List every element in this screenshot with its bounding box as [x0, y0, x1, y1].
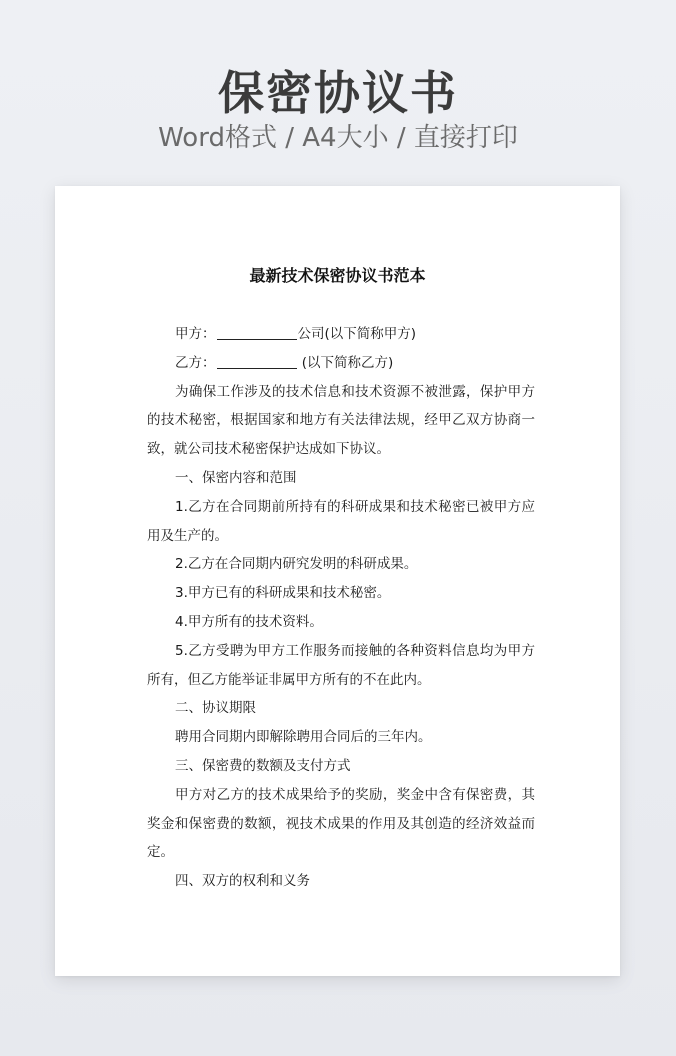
document-body	[147, 320, 535, 896]
document-page	[55, 186, 620, 976]
party-b-line	[147, 349, 535, 378]
paragraph-fee: 甲方对乙方的技术成果给予的奖励，奖金中含有保密费，其奖金和保密费的数额，视技术成果的作用及其创造的经济效益而定。	[147, 786, 535, 861]
page-title: 保密协议书	[218, 66, 458, 120]
section-heading-1: 一、保密内容和范围	[175, 469, 297, 486]
party-b-blank	[217, 353, 297, 369]
party-a-blank	[217, 324, 297, 340]
paragraph-item-5: 5.乙方受聘为甲方工作服务而接触的各种资料信息均为甲方所有，但乙方能举证非属甲方所有的不在此内。	[147, 642, 535, 688]
paragraph-item-4: 4.甲方所有的技术资料。	[175, 613, 323, 630]
party-a-label: 甲方：	[175, 326, 216, 342]
paragraph-item-1: 1.乙方在合同期前所持有的科研成果和技术秘密已被甲方应用及生产的。	[147, 498, 535, 544]
party-a-line	[147, 320, 535, 349]
page-subtitle: Word格式 / A4大小 / 直接打印	[158, 123, 518, 153]
paragraph-intro: 为确保工作涉及的技术信息和技术资源不被泄露，保护甲方的技术秘密，根据国家和地方有关法律法规，经甲乙双方协商一致，就公司技术秘密保护达成如下协议。	[147, 383, 535, 458]
paragraph-item-3: 3.甲方已有的科研成果和技术秘密。	[175, 585, 391, 602]
paragraph-term: 聘用合同期内即解除聘用合同后的三年内。	[175, 729, 432, 746]
party-b-label: 乙方：	[175, 354, 216, 371]
section-heading-4: 四、双方的权利和义务	[175, 873, 310, 890]
paragraph-item-2: 2.乙方在合同期内研究发明的科研成果。	[175, 556, 418, 573]
section-heading-3: 三、保密费的数额及支付方式	[175, 757, 351, 774]
party-a-suffix: 公司(以下简称甲方)	[297, 326, 417, 342]
party-b-suffix: (以下简称乙方)	[297, 354, 394, 371]
document-title: 最新技术保密协议书范本	[249, 266, 426, 285]
section-heading-2: 二、协议期限	[175, 700, 256, 717]
